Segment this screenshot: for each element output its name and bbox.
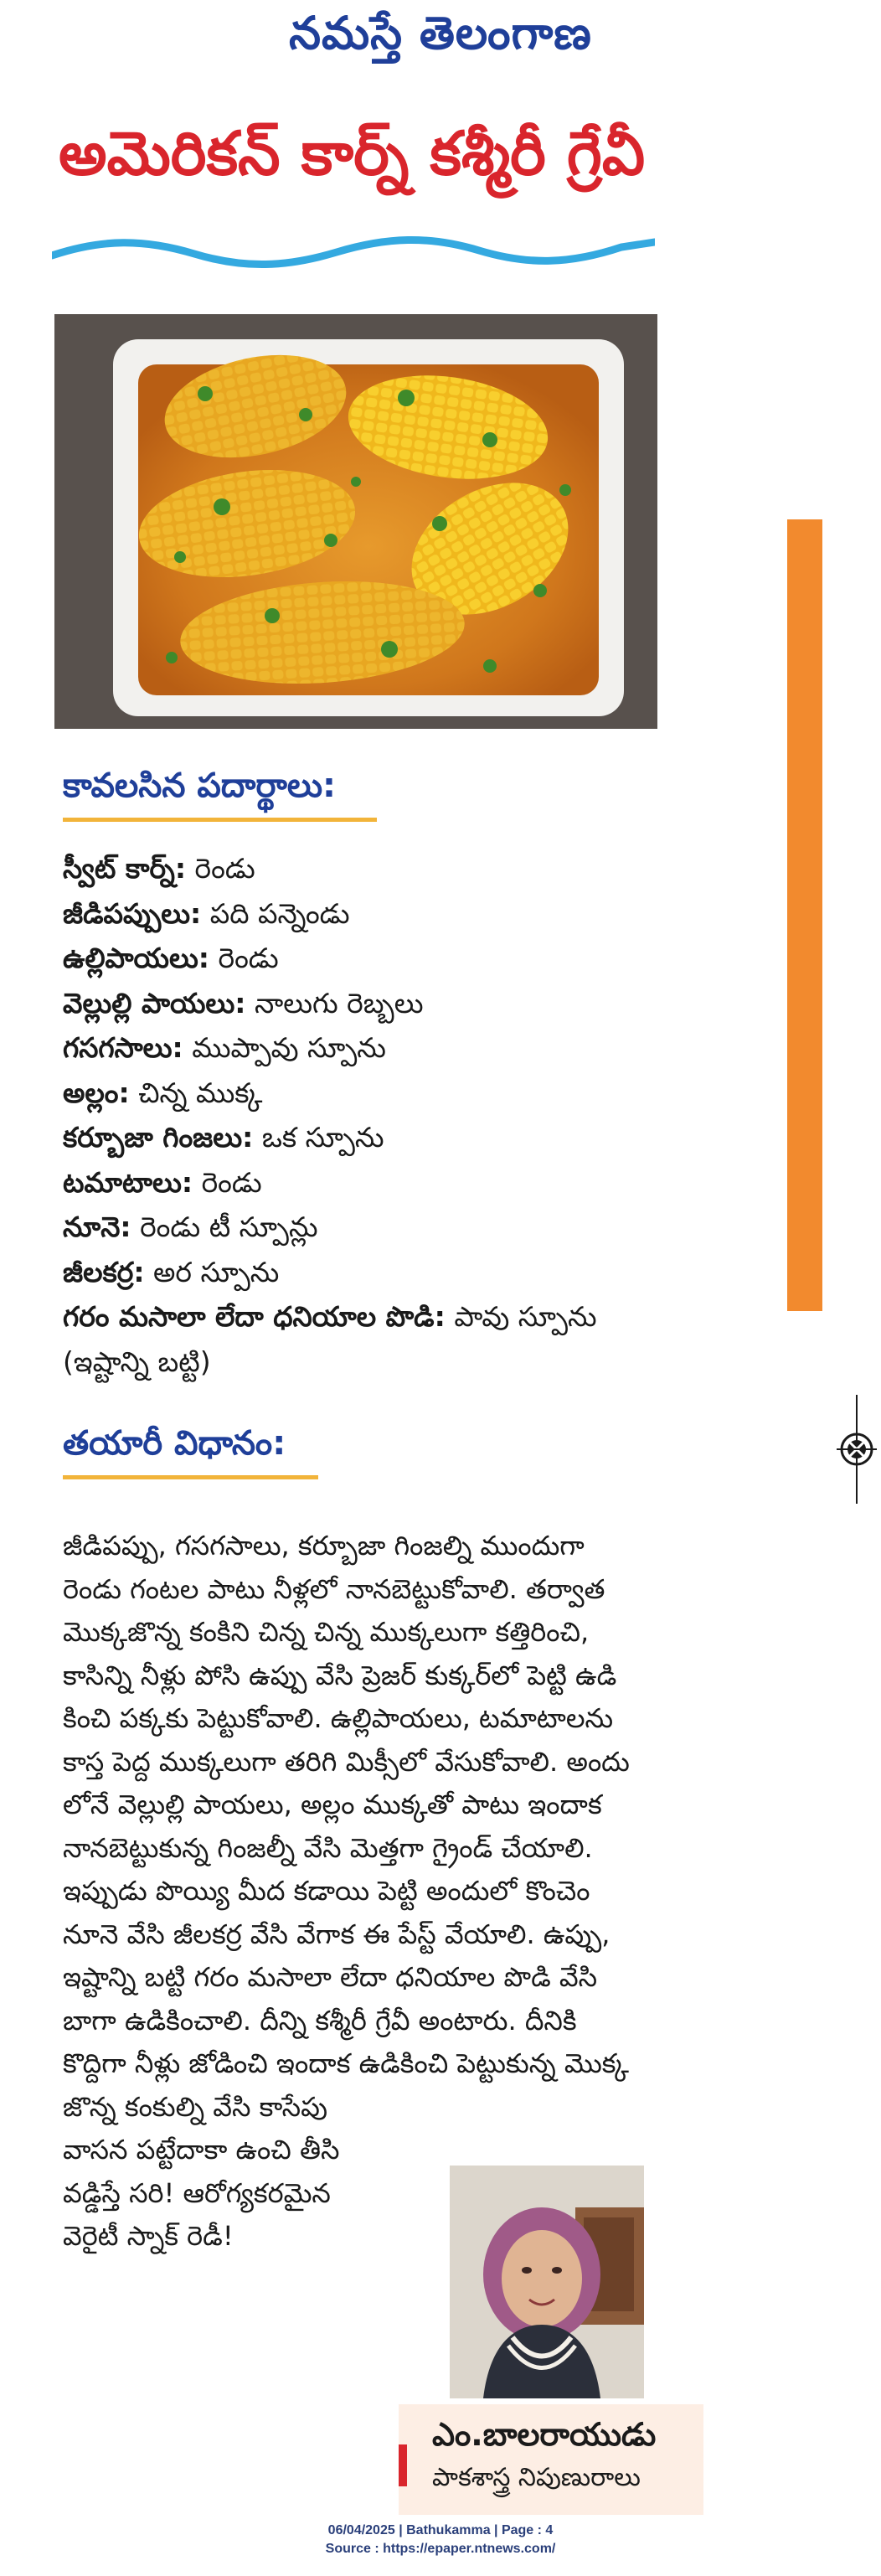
ingredient-note: (ఇష్టాన్ని బట్టి) (63, 1345, 211, 1378)
ingredient-name: జీలకర్ర: (63, 1255, 145, 1288)
ingredient-qty: ఒక స్పూను (261, 1121, 384, 1154)
ingredient-name: జీడిపప్పులు: (63, 896, 202, 930)
ingredient-item (63, 1250, 699, 1295)
author-card (399, 2404, 703, 2515)
ingredient-item (63, 1025, 699, 1071)
masthead (0, 0, 881, 75)
author-role: పాకశాస్త్ర నిపుణురాలు (432, 2463, 641, 2492)
author-card-accent (399, 2444, 407, 2486)
ingredient-name: కర్బూజా గింజలు: (63, 1121, 254, 1154)
footer-date-page: 06/04/2025 | Bathukamma | Page : 4 (327, 2523, 554, 2537)
ingredient-item (63, 1160, 699, 1205)
ingredient-item (63, 846, 699, 891)
decorative-orange-bar (787, 519, 822, 1311)
ingredient-name: వెల్లుల్లి పాయలు: (63, 986, 246, 1020)
ingredient-name: నూనె: (63, 1211, 131, 1243)
ingredient-qty: నాలుగు రెబ్బలు (254, 986, 424, 1020)
ingredients-heading-text: కావలసిన పదార్థాలు: (63, 767, 337, 805)
ingredient-item (63, 1115, 699, 1160)
ingredients-list (63, 846, 699, 1384)
method-paragraph-continued: జొన్న కంకుల్ని వేసి కాసేపు వాసన పట్టేదాకా ఉంచి తీసి వడ్డిస్తే సరి! ఆరోగ్యకరమైన వెరైటీ స్నాక్ రెడీ! (63, 2090, 340, 2252)
ingredient-name: స్వీట్ కార్న్: (63, 852, 187, 885)
page-footer (0, 2522, 881, 2558)
ingredient-name: టమాటాలు: (63, 1165, 193, 1199)
ingredient-item (63, 1071, 699, 1116)
ingredient-name: అల్లం: (63, 1076, 130, 1109)
ingredient-qty: రెండు (201, 1165, 262, 1199)
heading-underline (63, 818, 377, 822)
ingredient-item (63, 891, 699, 937)
ingredient-qty: రెండు (194, 852, 255, 885)
ingredient-item (63, 1205, 699, 1250)
heading-underline (63, 1475, 318, 1479)
ingredient-item (63, 981, 699, 1026)
recipe-title: అమెరికన్ కార్న్ కశ్మీరీ గ్రేవీ (59, 118, 646, 188)
crosshair-registration-icon (833, 1395, 880, 1504)
dish-photo (54, 314, 657, 729)
author-name: ఎం.బాలరాయుడు (432, 2416, 657, 2453)
newspaper-logo: నమస్తే తెలంగాణ (289, 7, 592, 59)
method-body (63, 1525, 708, 2259)
author-photo (450, 2166, 644, 2398)
decorative-wave (52, 230, 655, 272)
ingredients-heading (63, 767, 377, 818)
ingredient-qty: రెండు టీ స్పూన్లు (140, 1211, 318, 1243)
method-heading (63, 1424, 318, 1476)
ingredient-qty: ముప్పావు స్పూను (192, 1031, 386, 1064)
method-heading-text: తయారీ విధానం: (63, 1424, 286, 1463)
ingredient-qty: అర స్పూను (153, 1255, 280, 1288)
ingredient-item (63, 936, 699, 981)
footer-source: Source : https://epaper.ntnews.com/ (325, 2542, 556, 2556)
ingredient-name: ఉల్లిపాయలు: (63, 942, 209, 974)
ingredient-name: గరం మసాలా లేదా ధనియాల పొడి: (63, 1300, 446, 1333)
method-paragraph: జీడిపప్పు, గసగసాలు, కర్బూజా గింజల్ని ముందుగా రెండు గంటల పాటు నీళ్లలో నానబెట్టుకోవాలి. తర్వాత మొక్కజొన్న కంకిని చిన్న చిన్న ముక్కలుగా కత్తిరించి, కాసిన్ని నీళ్లు పోసి ఉప్పు వేసి ప్రెజర్ కుక్కర్‌లో పెట్టి ఉడి కించి పక్కకు పెట్టుకోవాలి. ఉల్లిపాయలు, టమాటాలను కాస్త పెద్ద ముక్కలుగా తరిగి మిక్సీలో వేసుకోవాలి. అందు లోనే వెల్లుల్లి పాయలు, అల్లం ముక్కతో పాటు ఇందాక నానబెట్టుకున్న గింజల్నీ వేసి మెత్తగా గ్రైండ్ చేయాలి. ఇప్పుడు పొయ్యి మీద కడాయి పెట్టి అందులో కొంచెం నూనె వేసి జీలకర్ర వేసి వేగాక ఈ పేస్ట్ వేయాలి. ఉప్పు, ఇష్టాన్ని బట్టి గరం మసాలా లేదా ధనియాల పొడి వేసి బాగా ఉడికించాలి. దీన్ని కశ్మీరీ గ్రేవీ అంటారు. దీనికి కొద్దిగా నీళ్లు జోడించి ఇందాక ఉడికించి పెట్టుకున్న మొక్క (63, 1530, 630, 2079)
ingredient-qty: పది పన్నెండు (209, 896, 350, 930)
ingredient-item (63, 1294, 699, 1340)
ingredient-qty: రెండు (218, 942, 279, 974)
ingredient-qty: చిన్న ముక్క (138, 1076, 263, 1109)
ingredient-qty: పావు స్పూను (454, 1300, 597, 1333)
ingredient-name: గసగసాలు: (63, 1031, 183, 1064)
